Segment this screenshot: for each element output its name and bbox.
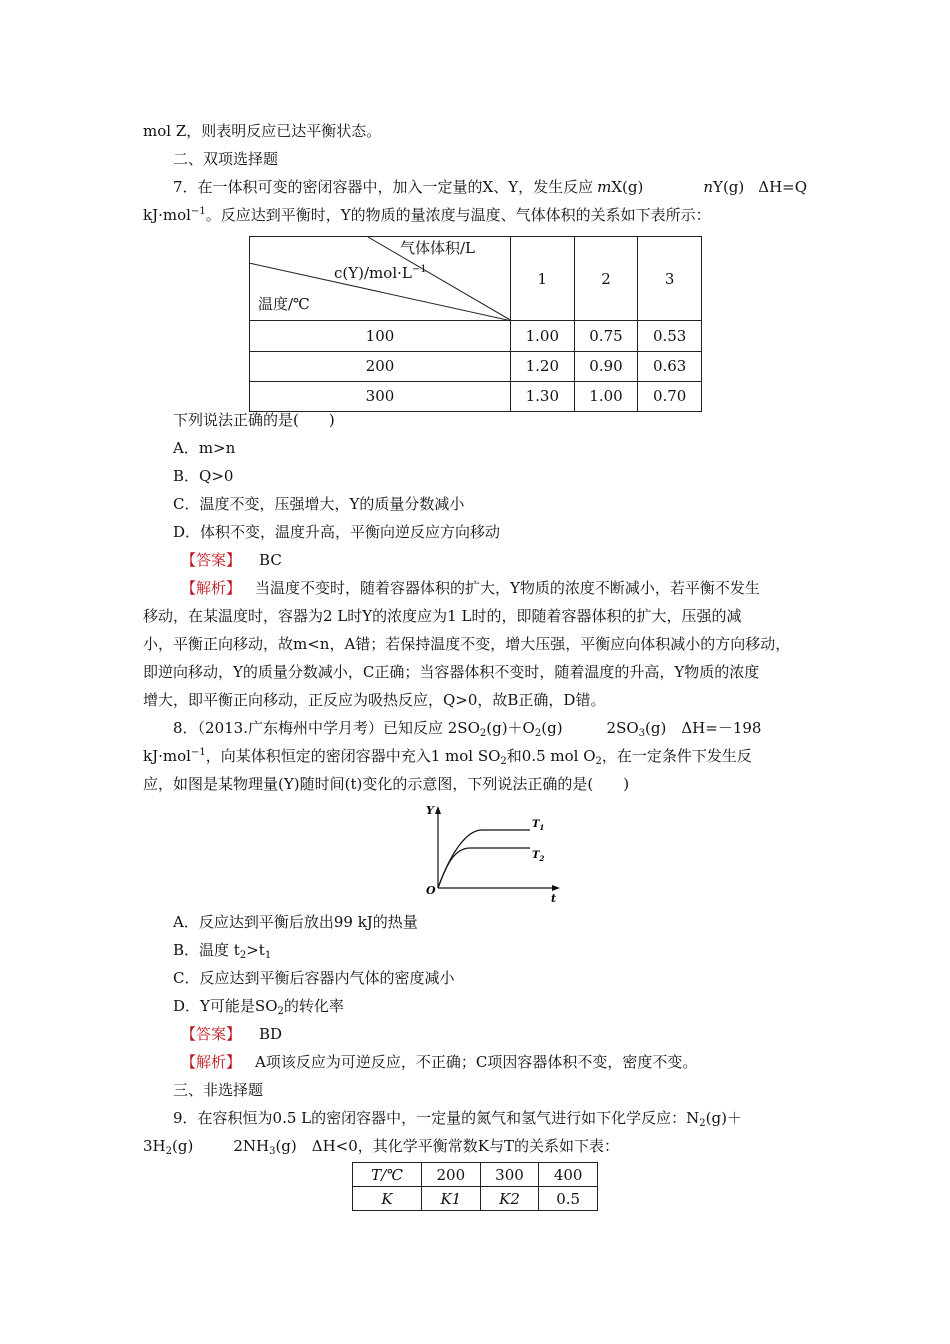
curve-t2-label: $T_2$ (532, 850, 545, 863)
header-volume-3: 3 (638, 237, 702, 321)
header-400: 400 (539, 1163, 598, 1187)
table-row (353, 1187, 598, 1211)
value-cell: 1.00 (574, 381, 638, 411)
table-row (250, 321, 702, 351)
value-cell: 0.70 (638, 381, 702, 411)
q8-answer: 【答案】 BD (181, 1025, 283, 1043)
intro-line: mol Z，则表明反应已达平衡状态。 (143, 122, 382, 140)
curve-t1-label: $T_1$ (532, 819, 545, 832)
q7-analysis-line-2: 移动，在某温度时，容器为2 L时Y的浓度应为1 L时的，即随着容器体积的扩大，压强的减 (143, 607, 742, 625)
curve-t2 (438, 848, 530, 888)
table-row (250, 351, 702, 381)
q8-line2: kJ·mol$^{-1}$，向某体积恒定的密闭容器中充入1 mol $SO_2$和0.5 mol $O_2$，在一定条件下发生反 (143, 747, 752, 767)
q7-option-d: D．体积不变，温度升高，平衡向逆反应方向移动 (173, 523, 501, 541)
q8-option-a: A．反应达到平衡后放出99 kJ的热量 (173, 913, 418, 931)
value-cell: 0.75 (574, 321, 638, 351)
header-volume-1: 1 (511, 237, 575, 321)
x-axis-arrow-icon (552, 885, 560, 891)
q8-option-c: C．反应达到平衡后容器内气体的密度减小 (173, 969, 455, 987)
row-k-label: K (353, 1187, 422, 1211)
header-conc: $c(Y)/mol\cdot L^{-1}$ (334, 264, 427, 282)
temp-cell: 200 (250, 351, 511, 381)
temp-cell: 100 (250, 321, 511, 351)
temp-cell: 300 (250, 381, 511, 411)
q8-line3: 应，如图是某物理量(Y)随时间(t)变化的示意图，下列说法正确的是( ) (143, 775, 630, 793)
q8-option-b: B．温度 $t_2>t_1$ (173, 941, 272, 961)
q7-option-b: B．Q>0 (173, 467, 234, 485)
header-200: 200 (422, 1163, 481, 1187)
x-axis-label: t (551, 892, 557, 905)
q8-analysis: 【解析】 A项该反应为可逆反应，不正确；C项因容器体积不变，密度不变。 (181, 1053, 698, 1071)
section-title-non-choice: 三、非选择题 (173, 1081, 264, 1099)
header-volume-2: 2 (574, 237, 638, 321)
reversible-arrow-icon (643, 181, 703, 195)
q7-option-a: A．m>n (173, 439, 236, 457)
q9-line2: $3H_2(g)$ $2NH_3(g)$ ΔH<0，其化学平衡常数K与T的关系如下表： (143, 1137, 619, 1157)
header-t: T/℃ (353, 1163, 422, 1187)
origin-label: O (426, 884, 436, 897)
q7-answer: 【答案】 BC (181, 551, 282, 569)
value-cell: 0.63 (638, 351, 702, 381)
q7-analysis-line-1: 【解析】 当温度不变时，随着容器体积的扩大，Y物质的浓度不断减小，若平衡不发生 (181, 579, 760, 597)
q8-option-d: D．Y可能是$SO_2$的转化率 (173, 997, 344, 1017)
section-title-double-choice: 二、双项选择题 (173, 150, 279, 168)
q7-line1: 7．在一体积可变的密闭容器中，加入一定量的X、Y，发生反应 mX(g) nY(g) ΔH=Q (173, 178, 808, 196)
header-300: 300 (480, 1163, 539, 1187)
header-volume: 气体体积/L (400, 239, 476, 257)
table-row (353, 1163, 598, 1187)
value-cell: 1.30 (511, 381, 575, 411)
y-axis-label: Y (426, 804, 434, 817)
k-400-cell: 0.5 (539, 1187, 598, 1211)
value-cell: 0.90 (574, 351, 638, 381)
q9-line1: 9．在容积恒为0.5 L的密闭容器中，一定量的氮气和氢气进行如下化学反应：$N_2(g)+$ (173, 1109, 742, 1129)
q7-table (249, 236, 702, 412)
q7-option-c: C．温度不变，压强增大，Y的质量分数减小 (173, 495, 465, 513)
value-cell: 1.20 (511, 351, 575, 381)
table-header-diagonal-cell (250, 237, 511, 321)
y-axis-arrow-icon (435, 806, 441, 814)
q7-analysis-line-3: 小，平衡正向移动，故m<n，A错；若保持温度不变，增大压强，平衡应向体积减小的方向移动， (143, 635, 791, 653)
k1-cell: K1 (422, 1187, 481, 1211)
k2-cell: K2 (480, 1187, 539, 1211)
q7-analysis-line-4: 即逆向移动，Y的质量分数减小，C正确；当容器体积不变时，随着温度的升高，Y物质的浓度 (143, 663, 760, 681)
header-temp: 温度/℃ (258, 295, 310, 313)
q9-table (352, 1162, 598, 1211)
value-cell: 0.53 (638, 321, 702, 351)
q7-analysis-line-5: 增大，即平衡正向移动，正反应为吸热反应，Q>0，故B正确，D错。 (143, 691, 606, 709)
q8-graph (420, 800, 570, 908)
q8-line1: 8．（2013.广东梅州中学月考）已知反应 $2SO_2(g)+O_2(g)$ $2SO_3(g)$ ΔH=－198 (173, 719, 762, 739)
table-row (250, 381, 702, 411)
q7-line2: kJ·mol$^{-1}$。反应达到平衡时，Y的物质的量浓度与温度、气体体积的关系如下表所示： (143, 206, 711, 224)
value-cell: 1.00 (511, 321, 575, 351)
q7-question: 下列说法正确的是( ) (173, 411, 335, 429)
